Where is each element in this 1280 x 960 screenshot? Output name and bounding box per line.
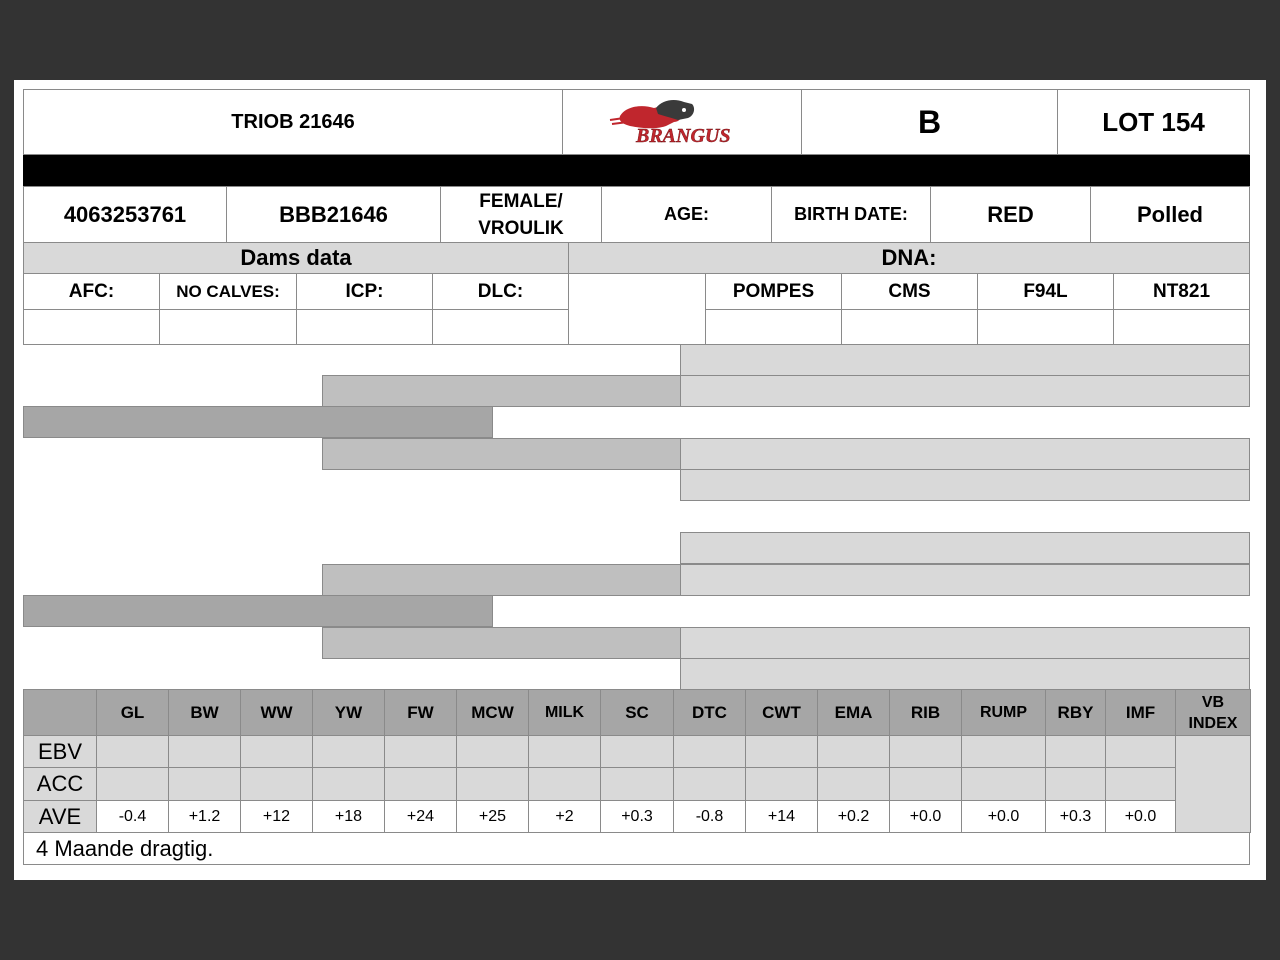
lot-number: LOT 154 xyxy=(1102,106,1205,137)
horn-cell xyxy=(1090,186,1250,243)
ebv-value xyxy=(240,735,313,768)
vb-index-label: VB xyxy=(1201,693,1225,711)
acc-value xyxy=(384,767,457,801)
vb-index-label: INDEX xyxy=(1188,714,1238,732)
ebv-value xyxy=(889,735,962,768)
acc-value xyxy=(240,767,313,801)
pedigree-dam xyxy=(23,595,493,627)
dlc-value xyxy=(432,309,569,345)
f94l-header xyxy=(977,273,1114,310)
acc-value xyxy=(312,767,385,801)
afc-header xyxy=(23,273,160,310)
f94l-value xyxy=(977,309,1114,345)
ebv-value xyxy=(384,735,457,768)
ebv-value xyxy=(1105,735,1176,768)
bull-logo-icon xyxy=(602,96,762,148)
pedigree-sire xyxy=(23,406,493,438)
ave-value: +14 xyxy=(745,800,818,833)
icp-header xyxy=(296,273,433,310)
nt821-label: NT821 xyxy=(1152,280,1211,302)
dna-blank-cell xyxy=(568,273,706,345)
epd-col-header: EMA xyxy=(817,689,890,736)
dlc-label: DLC: xyxy=(477,280,524,302)
acc-value xyxy=(673,767,746,801)
ave-value: +0.3 xyxy=(1045,800,1106,833)
epd-col-header: DTC xyxy=(673,689,746,736)
ear-tag: BBB21646 xyxy=(279,201,388,227)
ave-value: +0.0 xyxy=(889,800,962,833)
ave-value: -0.8 xyxy=(673,800,746,833)
ave-value: +0.3 xyxy=(600,800,674,833)
id-number-cell xyxy=(23,186,227,243)
pedigree-dam-dam-sire xyxy=(680,627,1250,659)
dna-header xyxy=(568,242,1250,274)
no-calves-label: NO CALVES: xyxy=(176,281,280,301)
id-number: 4063253761 xyxy=(63,201,187,227)
birth-date-cell xyxy=(771,186,931,243)
pedigree-dam-dam-dam xyxy=(680,658,1250,690)
epd-col-header: RBY xyxy=(1045,689,1106,736)
epd-col-header: RUMP xyxy=(961,689,1046,736)
birth-date-label: BIRTH DATE: xyxy=(794,204,908,224)
acc-value xyxy=(1045,767,1106,801)
epd-col-header: CWT xyxy=(745,689,818,736)
color-value: RED xyxy=(987,201,1034,227)
grade: B xyxy=(917,103,942,140)
ave-value: +2 xyxy=(528,800,601,833)
grade-cell xyxy=(801,89,1058,155)
epd-col-header: MILK xyxy=(528,689,601,736)
ebv-value xyxy=(96,735,169,768)
epd-row-label: ACC xyxy=(23,767,97,801)
pompes-value xyxy=(705,309,842,345)
pompes-label: POMPES xyxy=(732,280,815,302)
epd-col-header: GL xyxy=(96,689,169,736)
vb-index-header xyxy=(1175,689,1251,736)
ear-tag-cell xyxy=(226,186,441,243)
pedigree-dam-dam xyxy=(322,627,681,659)
epd-col-header: YW xyxy=(312,689,385,736)
age-label: AGE: xyxy=(664,204,709,224)
epd-col-header: MCW xyxy=(456,689,529,736)
ebv-value xyxy=(312,735,385,768)
sex-label-af: VROULIK xyxy=(478,217,564,239)
epd-col-header: FW xyxy=(384,689,457,736)
animal-name: TRIOB 21646 xyxy=(231,110,355,133)
epd-col-header: WW xyxy=(240,689,313,736)
epd-col-header: SC xyxy=(600,689,674,736)
ave-value: +1.2 xyxy=(168,800,241,833)
dams-data-header xyxy=(23,242,569,274)
ave-value: +12 xyxy=(240,800,313,833)
nt821-header xyxy=(1113,273,1250,310)
sex-cell xyxy=(440,186,602,243)
note-text: 4 Maande dragtig. xyxy=(36,835,214,861)
cms-header xyxy=(841,273,978,310)
acc-value xyxy=(817,767,890,801)
acc-value xyxy=(528,767,601,801)
acc-value xyxy=(168,767,241,801)
no-calves-header xyxy=(159,273,297,310)
dlc-header xyxy=(432,273,569,310)
icp-value xyxy=(296,309,433,345)
ebv-value xyxy=(600,735,674,768)
animal-name-cell xyxy=(23,89,563,155)
ave-value: +18 xyxy=(312,800,385,833)
dams-title: Dams data xyxy=(240,245,352,270)
age-cell xyxy=(601,186,772,243)
acc-value xyxy=(889,767,962,801)
ave-value: +0.0 xyxy=(1105,800,1176,833)
ebv-value xyxy=(745,735,818,768)
icp-label: ICP: xyxy=(345,280,384,302)
ebv-value xyxy=(456,735,529,768)
acc-value xyxy=(600,767,674,801)
afc-value xyxy=(23,309,160,345)
pedigree-sire-dam-sire xyxy=(680,438,1250,470)
epd-col-header: BW xyxy=(168,689,241,736)
ave-value: +0.0 xyxy=(961,800,1046,833)
pompes-header xyxy=(705,273,842,310)
epd-corner-cell xyxy=(23,689,97,736)
pedigree-dam-sire xyxy=(322,564,681,596)
acc-value xyxy=(961,767,1046,801)
afc-label: AFC: xyxy=(68,280,115,302)
ave-value: +0.2 xyxy=(817,800,890,833)
acc-value xyxy=(745,767,818,801)
brand-text: BRANGUS xyxy=(636,125,731,147)
cms-label: CMS xyxy=(888,280,931,302)
ebv-value xyxy=(673,735,746,768)
cms-value xyxy=(841,309,978,345)
ebv-value xyxy=(1045,735,1106,768)
horn-status: Polled xyxy=(1136,201,1203,227)
no-calves-value xyxy=(159,309,297,345)
ave-value: +25 xyxy=(456,800,529,833)
brangus-logo xyxy=(562,89,802,155)
ebv-value xyxy=(817,735,890,768)
nt821-value xyxy=(1113,309,1250,345)
ave-value: +24 xyxy=(384,800,457,833)
ebv-value xyxy=(528,735,601,768)
pedigree-sire-sire-dam xyxy=(680,375,1250,407)
epd-col-header: RIB xyxy=(889,689,962,736)
color-cell xyxy=(930,186,1091,243)
acc-value xyxy=(1105,767,1176,801)
pedigree-dam-sire-sire xyxy=(680,532,1250,564)
epd-col-header: IMF xyxy=(1105,689,1176,736)
vb-index-value xyxy=(1175,735,1251,833)
sex-label-en: FEMALE/ xyxy=(479,190,563,212)
epd-row-label: AVE xyxy=(23,800,97,833)
pedigree-sire-sire xyxy=(322,375,681,407)
acc-value xyxy=(456,767,529,801)
ebv-value xyxy=(168,735,241,768)
ebv-value xyxy=(961,735,1046,768)
pedigree-sire-dam xyxy=(322,438,681,470)
acc-value xyxy=(96,767,169,801)
dna-title: DNA: xyxy=(881,245,937,270)
lot-cell xyxy=(1057,89,1250,155)
divider-bar xyxy=(23,155,1250,186)
pedigree-dam-sire-dam xyxy=(680,564,1250,596)
note-cell xyxy=(23,832,1250,865)
epd-row-label: EBV xyxy=(23,735,97,768)
pedigree-sire-dam-dam xyxy=(680,469,1250,501)
ave-value: -0.4 xyxy=(96,800,169,833)
f94l-label: F94L xyxy=(1023,280,1068,302)
pedigree-sire-sire-sire xyxy=(680,344,1250,376)
